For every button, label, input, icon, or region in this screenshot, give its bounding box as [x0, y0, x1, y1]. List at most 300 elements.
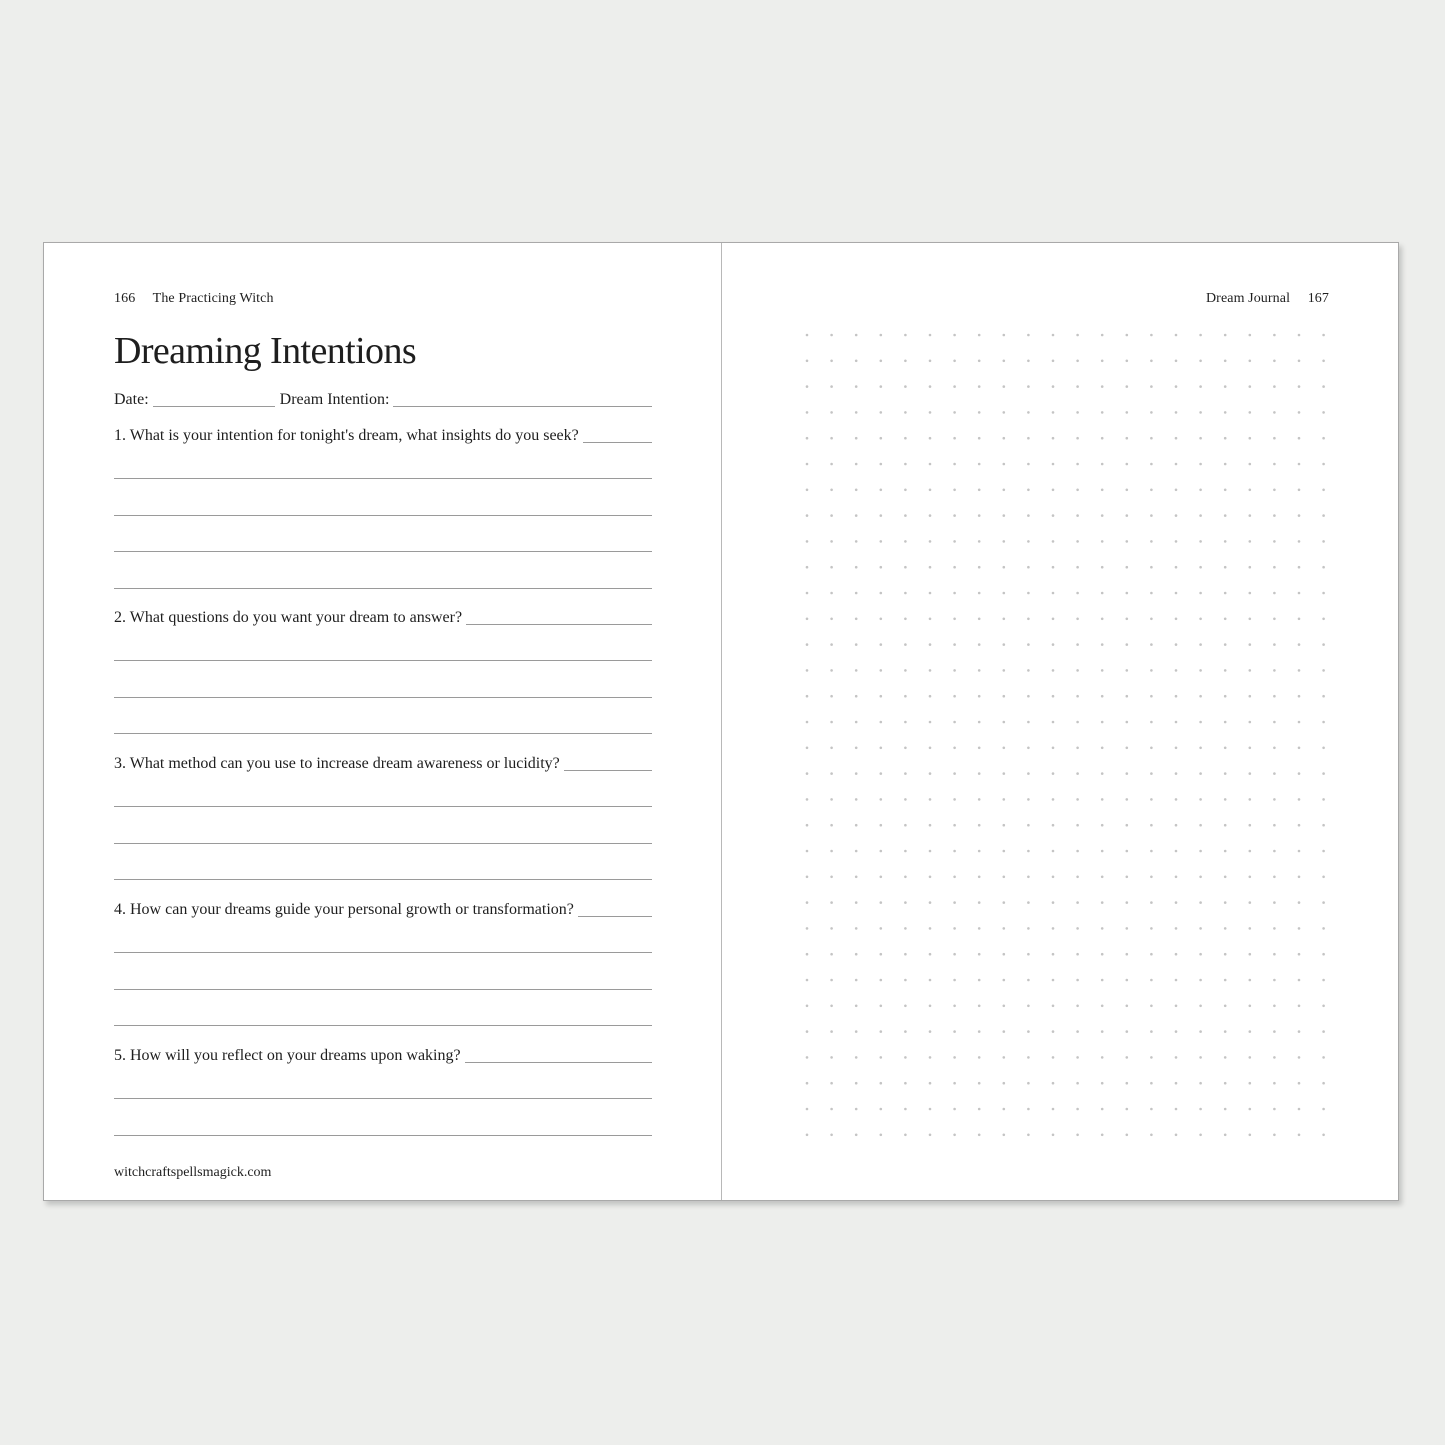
grid-dot — [1322, 669, 1325, 672]
grid-dot — [1052, 824, 1055, 827]
grid-dot — [1224, 695, 1227, 698]
grid-dot — [1199, 566, 1202, 569]
grid-dot — [1126, 1108, 1129, 1111]
grid-dot — [1027, 643, 1030, 646]
grid-dot — [1322, 1056, 1325, 1059]
grid-dot — [929, 798, 932, 801]
answer-line — [114, 733, 652, 734]
grid-dot — [1322, 1005, 1325, 1008]
grid-dot — [1027, 798, 1030, 801]
grid-dot — [1249, 489, 1252, 492]
grid-dot — [1199, 1134, 1202, 1137]
grid-dot — [880, 876, 883, 879]
grid-dot — [1076, 927, 1079, 930]
grid-dot — [1298, 618, 1301, 621]
grid-dot — [1175, 1082, 1178, 1085]
grid-dot — [1322, 1108, 1325, 1111]
grid-dot — [806, 1108, 809, 1111]
grid-dot — [1076, 566, 1079, 569]
grid-dot — [855, 1082, 858, 1085]
grid-dot — [953, 927, 956, 930]
grid-dot — [953, 850, 956, 853]
grid-dot — [904, 927, 907, 930]
grid-dot — [806, 979, 809, 982]
grid-dot — [1298, 1082, 1301, 1085]
grid-dot — [1126, 514, 1129, 517]
question-2-text: 2. What questions do you want your dream to answer? — [114, 609, 463, 626]
grid-dot — [1199, 1030, 1202, 1033]
grid-dot — [929, 334, 932, 337]
grid-dot — [1076, 489, 1079, 492]
grid-dot — [953, 901, 956, 904]
grid-dot — [1298, 747, 1301, 750]
grid-dot — [1322, 385, 1325, 388]
grid-dot — [1273, 1005, 1276, 1008]
grid-dot — [1101, 618, 1104, 621]
grid-dot — [855, 411, 858, 414]
grid-dot — [830, 592, 833, 595]
grid-dot — [1273, 772, 1276, 775]
grid-dot — [1076, 1108, 1079, 1111]
grid-dot — [1052, 721, 1055, 724]
grid-dot — [1027, 979, 1030, 982]
grid-dot — [1150, 824, 1153, 827]
grid-dot — [1003, 334, 1006, 337]
grid-dot — [880, 824, 883, 827]
grid-dot — [1052, 385, 1055, 388]
grid-dot — [953, 979, 956, 982]
grid-dot — [855, 824, 858, 827]
grid-dot — [830, 1030, 833, 1033]
grid-dot — [1199, 721, 1202, 724]
grid-dot — [1273, 514, 1276, 517]
grid-dot — [1027, 1082, 1030, 1085]
grid-dot — [1249, 850, 1252, 853]
grid-dot — [1003, 901, 1006, 904]
grid-dot — [1052, 360, 1055, 363]
grid-dot — [1101, 721, 1104, 724]
grid-dot — [855, 772, 858, 775]
grid-dot — [806, 514, 809, 517]
grid-dot — [1199, 540, 1202, 543]
grid-dot — [1224, 979, 1227, 982]
grid-dot — [1126, 360, 1129, 363]
answer-line — [114, 478, 652, 479]
grid-dot — [880, 747, 883, 750]
grid-dot — [1249, 876, 1252, 879]
grid-dot — [953, 695, 956, 698]
grid-dot — [978, 747, 981, 750]
question-5-blank — [465, 1062, 652, 1063]
grid-dot — [953, 1030, 956, 1033]
grid-dot — [1322, 540, 1325, 543]
grid-dot — [1003, 721, 1006, 724]
grid-dot — [978, 798, 981, 801]
grid-dot — [1076, 695, 1079, 698]
grid-dot — [1273, 747, 1276, 750]
grid-dot — [1150, 385, 1153, 388]
grid-dot — [1273, 1056, 1276, 1059]
grid-dot — [1175, 927, 1178, 930]
grid-dot — [830, 772, 833, 775]
grid-dot — [929, 411, 932, 414]
grid-dot — [1175, 876, 1178, 879]
grid-dot — [978, 360, 981, 363]
grid-dot — [1126, 824, 1129, 827]
grid-dot — [929, 618, 932, 621]
answer-line — [114, 515, 652, 516]
grid-dot — [1076, 1082, 1079, 1085]
grid-dot — [929, 1056, 932, 1059]
grid-dot — [1101, 824, 1104, 827]
grid-dot — [953, 824, 956, 827]
grid-dot — [1150, 1134, 1153, 1137]
grid-dot — [929, 360, 932, 363]
grid-dot — [1150, 566, 1153, 569]
grid-dot — [1150, 540, 1153, 543]
grid-dot — [904, 953, 907, 956]
grid-dot — [1003, 385, 1006, 388]
grid-dot — [855, 618, 858, 621]
right-page — [722, 243, 1399, 1200]
grid-dot — [880, 489, 883, 492]
grid-dot — [1175, 489, 1178, 492]
grid-dot — [880, 901, 883, 904]
grid-dot — [929, 824, 932, 827]
grid-dot — [830, 798, 833, 801]
grid-dot — [1249, 643, 1252, 646]
grid-dot — [1199, 514, 1202, 517]
grid-dot — [1126, 463, 1129, 466]
grid-dot — [953, 540, 956, 543]
grid-dot — [1003, 695, 1006, 698]
grid-dot — [1076, 772, 1079, 775]
grid-dot — [806, 901, 809, 904]
grid-dot — [904, 1108, 907, 1111]
grid-dot — [1273, 953, 1276, 956]
grid-dot — [904, 979, 907, 982]
grid-dot — [1273, 824, 1276, 827]
answer-line — [114, 588, 652, 589]
grid-dot — [1126, 927, 1129, 930]
grid-dot — [1298, 901, 1301, 904]
grid-dot — [806, 566, 809, 569]
grid-dot — [855, 747, 858, 750]
grid-dot — [929, 385, 932, 388]
grid-dot — [1003, 979, 1006, 982]
grid-dot — [1027, 1108, 1030, 1111]
grid-dot — [855, 592, 858, 595]
grid-dot — [978, 695, 981, 698]
grid-dot — [1150, 463, 1153, 466]
grid-dot — [1126, 695, 1129, 698]
grid-dot — [1126, 385, 1129, 388]
grid-dot — [830, 979, 833, 982]
grid-dot — [953, 747, 956, 750]
grid-dot — [929, 463, 932, 466]
grid-dot — [1101, 901, 1104, 904]
grid-dot — [1027, 747, 1030, 750]
grid-dot — [1273, 643, 1276, 646]
grid-dot — [806, 1134, 809, 1137]
grid-dot — [1273, 618, 1276, 621]
grid-dot — [1003, 747, 1006, 750]
grid-dot — [1027, 411, 1030, 414]
grid-dot — [978, 1134, 981, 1137]
grid-dot — [1298, 1030, 1301, 1033]
grid-dot — [978, 1108, 981, 1111]
grid-dot — [904, 721, 907, 724]
grid-dot — [1298, 566, 1301, 569]
grid-dot — [1150, 1108, 1153, 1111]
grid-dot — [904, 695, 907, 698]
grid-dot — [1101, 437, 1104, 440]
grid-dot — [1175, 514, 1178, 517]
grid-dot — [1199, 798, 1202, 801]
grid-dot — [1249, 927, 1252, 930]
grid-dot — [1150, 1030, 1153, 1033]
grid-dot — [978, 927, 981, 930]
grid-dot — [1101, 360, 1104, 363]
grid-dot — [1150, 1005, 1153, 1008]
date-blank — [153, 406, 275, 407]
grid-dot — [1027, 772, 1030, 775]
grid-dot — [1199, 953, 1202, 956]
grid-dot — [1249, 953, 1252, 956]
grid-dot — [1273, 721, 1276, 724]
grid-dot — [1052, 334, 1055, 337]
grid-dot — [830, 1134, 833, 1137]
grid-dot — [1322, 1082, 1325, 1085]
grid-dot — [953, 1056, 956, 1059]
grid-dot — [880, 463, 883, 466]
grid-dot — [1150, 1082, 1153, 1085]
grid-dot — [1322, 411, 1325, 414]
grid-dot — [1126, 540, 1129, 543]
grid-dot — [855, 566, 858, 569]
grid-dot — [929, 1108, 932, 1111]
grid-dot — [1199, 360, 1202, 363]
grid-dot — [1249, 566, 1252, 569]
grid-dot — [1150, 876, 1153, 879]
grid-dot — [1101, 772, 1104, 775]
grid-dot — [1052, 1056, 1055, 1059]
grid-dot — [1003, 437, 1006, 440]
book-title: The Practicing Witch — [152, 291, 274, 306]
grid-dot — [1199, 901, 1202, 904]
grid-dot — [1249, 540, 1252, 543]
grid-dot — [1150, 953, 1153, 956]
grid-dot — [1101, 876, 1104, 879]
grid-dot — [806, 643, 809, 646]
left-page — [44, 243, 721, 1200]
grid-dot — [1249, 463, 1252, 466]
grid-dot — [1249, 747, 1252, 750]
left-page-number: 166 — [114, 291, 136, 306]
grid-dot — [1076, 798, 1079, 801]
answer-line — [114, 843, 652, 844]
grid-dot — [904, 669, 907, 672]
grid-dot — [806, 1030, 809, 1033]
grid-dot — [1273, 437, 1276, 440]
question-4 — [114, 900, 652, 920]
grid-dot — [1249, 1005, 1252, 1008]
grid-dot — [953, 876, 956, 879]
grid-dot — [1298, 489, 1301, 492]
grid-dot — [953, 1005, 956, 1008]
grid-dot — [1126, 1134, 1129, 1137]
grid-dot — [1175, 437, 1178, 440]
grid-dot — [953, 669, 956, 672]
grid-dot — [1298, 824, 1301, 827]
grid-dot — [978, 385, 981, 388]
grid-dot — [1175, 850, 1178, 853]
grid-dot — [904, 901, 907, 904]
grid-dot — [1003, 1056, 1006, 1059]
grid-dot — [806, 618, 809, 621]
grid-dot — [1298, 514, 1301, 517]
grid-dot — [830, 618, 833, 621]
grid-dot — [806, 385, 809, 388]
grid-dot — [806, 489, 809, 492]
grid-dot — [1052, 1082, 1055, 1085]
grid-dot — [978, 514, 981, 517]
grid-dot — [1322, 850, 1325, 853]
grid-dot — [978, 1082, 981, 1085]
grid-dot — [1150, 489, 1153, 492]
answer-line — [114, 879, 652, 880]
grid-dot — [953, 592, 956, 595]
grid-dot — [1101, 592, 1104, 595]
grid-dot — [953, 1134, 956, 1137]
grid-dot — [806, 592, 809, 595]
answer-line — [114, 697, 652, 698]
grid-dot — [1199, 747, 1202, 750]
grid-dot — [904, 1056, 907, 1059]
grid-dot — [953, 721, 956, 724]
grid-dot — [806, 953, 809, 956]
grid-dot — [1224, 618, 1227, 621]
grid-dot — [1249, 979, 1252, 982]
grid-dot — [1249, 514, 1252, 517]
grid-dot — [1150, 592, 1153, 595]
grid-dot — [1150, 979, 1153, 982]
grid-dot — [1224, 824, 1227, 827]
grid-dot — [1175, 1005, 1178, 1008]
grid-dot — [1199, 463, 1202, 466]
grid-dot — [1052, 772, 1055, 775]
grid-dot — [1298, 643, 1301, 646]
grid-dot — [1175, 669, 1178, 672]
grid-dot — [1003, 1134, 1006, 1137]
grid-dot — [1175, 1030, 1178, 1033]
grid-dot — [1027, 927, 1030, 930]
grid-dot — [1027, 876, 1030, 879]
footer-url: witchcraftspellsmagick.com — [114, 1165, 272, 1180]
grid-dot — [880, 772, 883, 775]
grid-dot — [953, 643, 956, 646]
grid-dot — [806, 540, 809, 543]
answer-line — [114, 952, 652, 953]
grid-dot — [1027, 618, 1030, 621]
grid-dot — [978, 411, 981, 414]
grid-dot — [1322, 592, 1325, 595]
grid-dot — [1126, 411, 1129, 414]
grid-dot — [1101, 385, 1104, 388]
grid-dot — [1150, 334, 1153, 337]
grid-dot — [880, 385, 883, 388]
grid-dot — [1273, 927, 1276, 930]
grid-dot — [830, 1082, 833, 1085]
grid-dot — [1003, 824, 1006, 827]
grid-dot — [830, 876, 833, 879]
grid-dot — [1322, 876, 1325, 879]
grid-dot — [1224, 540, 1227, 543]
grid-dot — [830, 411, 833, 414]
grid-dot — [880, 334, 883, 337]
grid-dot — [1322, 979, 1325, 982]
grid-dot — [806, 334, 809, 337]
grid-dot — [830, 901, 833, 904]
grid-dot — [1224, 592, 1227, 595]
grid-dot — [1126, 1005, 1129, 1008]
grid-dot — [1298, 540, 1301, 543]
grid-dot — [1003, 850, 1006, 853]
grid-dot — [1273, 876, 1276, 879]
grid-dot — [1076, 360, 1079, 363]
grid-dot — [1003, 540, 1006, 543]
grid-dot — [1027, 721, 1030, 724]
grid-dot — [1199, 643, 1202, 646]
grid-dot — [1076, 592, 1079, 595]
grid-dot — [806, 437, 809, 440]
grid-dot — [1322, 334, 1325, 337]
grid-dot — [929, 747, 932, 750]
grid-dot — [1224, 566, 1227, 569]
grid-dot — [1322, 747, 1325, 750]
grid-dot — [1126, 334, 1129, 337]
grid-dot — [1003, 411, 1006, 414]
date-label: Date: — [114, 391, 149, 408]
grid-dot — [1101, 695, 1104, 698]
grid-dot — [855, 850, 858, 853]
grid-dot — [1003, 643, 1006, 646]
grid-dot — [1003, 463, 1006, 466]
grid-dot — [929, 1030, 932, 1033]
dot-grid — [722, 243, 1399, 1200]
grid-dot — [1076, 1134, 1079, 1137]
grid-dot — [880, 1005, 883, 1008]
grid-dot — [929, 437, 932, 440]
grid-dot — [1052, 901, 1055, 904]
grid-dot — [1224, 876, 1227, 879]
grid-dot — [1199, 385, 1202, 388]
grid-dot — [978, 437, 981, 440]
grid-dot — [978, 463, 981, 466]
grid-dot — [1249, 721, 1252, 724]
grid-dot — [1027, 850, 1030, 853]
grid-dot — [855, 979, 858, 982]
grid-dot — [1027, 360, 1030, 363]
grid-dot — [1224, 437, 1227, 440]
grid-dot — [1076, 618, 1079, 621]
grid-dot — [1175, 643, 1178, 646]
grid-dot — [1076, 411, 1079, 414]
grid-dot — [1150, 927, 1153, 930]
grid-dot — [1224, 850, 1227, 853]
grid-dot — [1052, 669, 1055, 672]
grid-dot — [855, 1030, 858, 1033]
